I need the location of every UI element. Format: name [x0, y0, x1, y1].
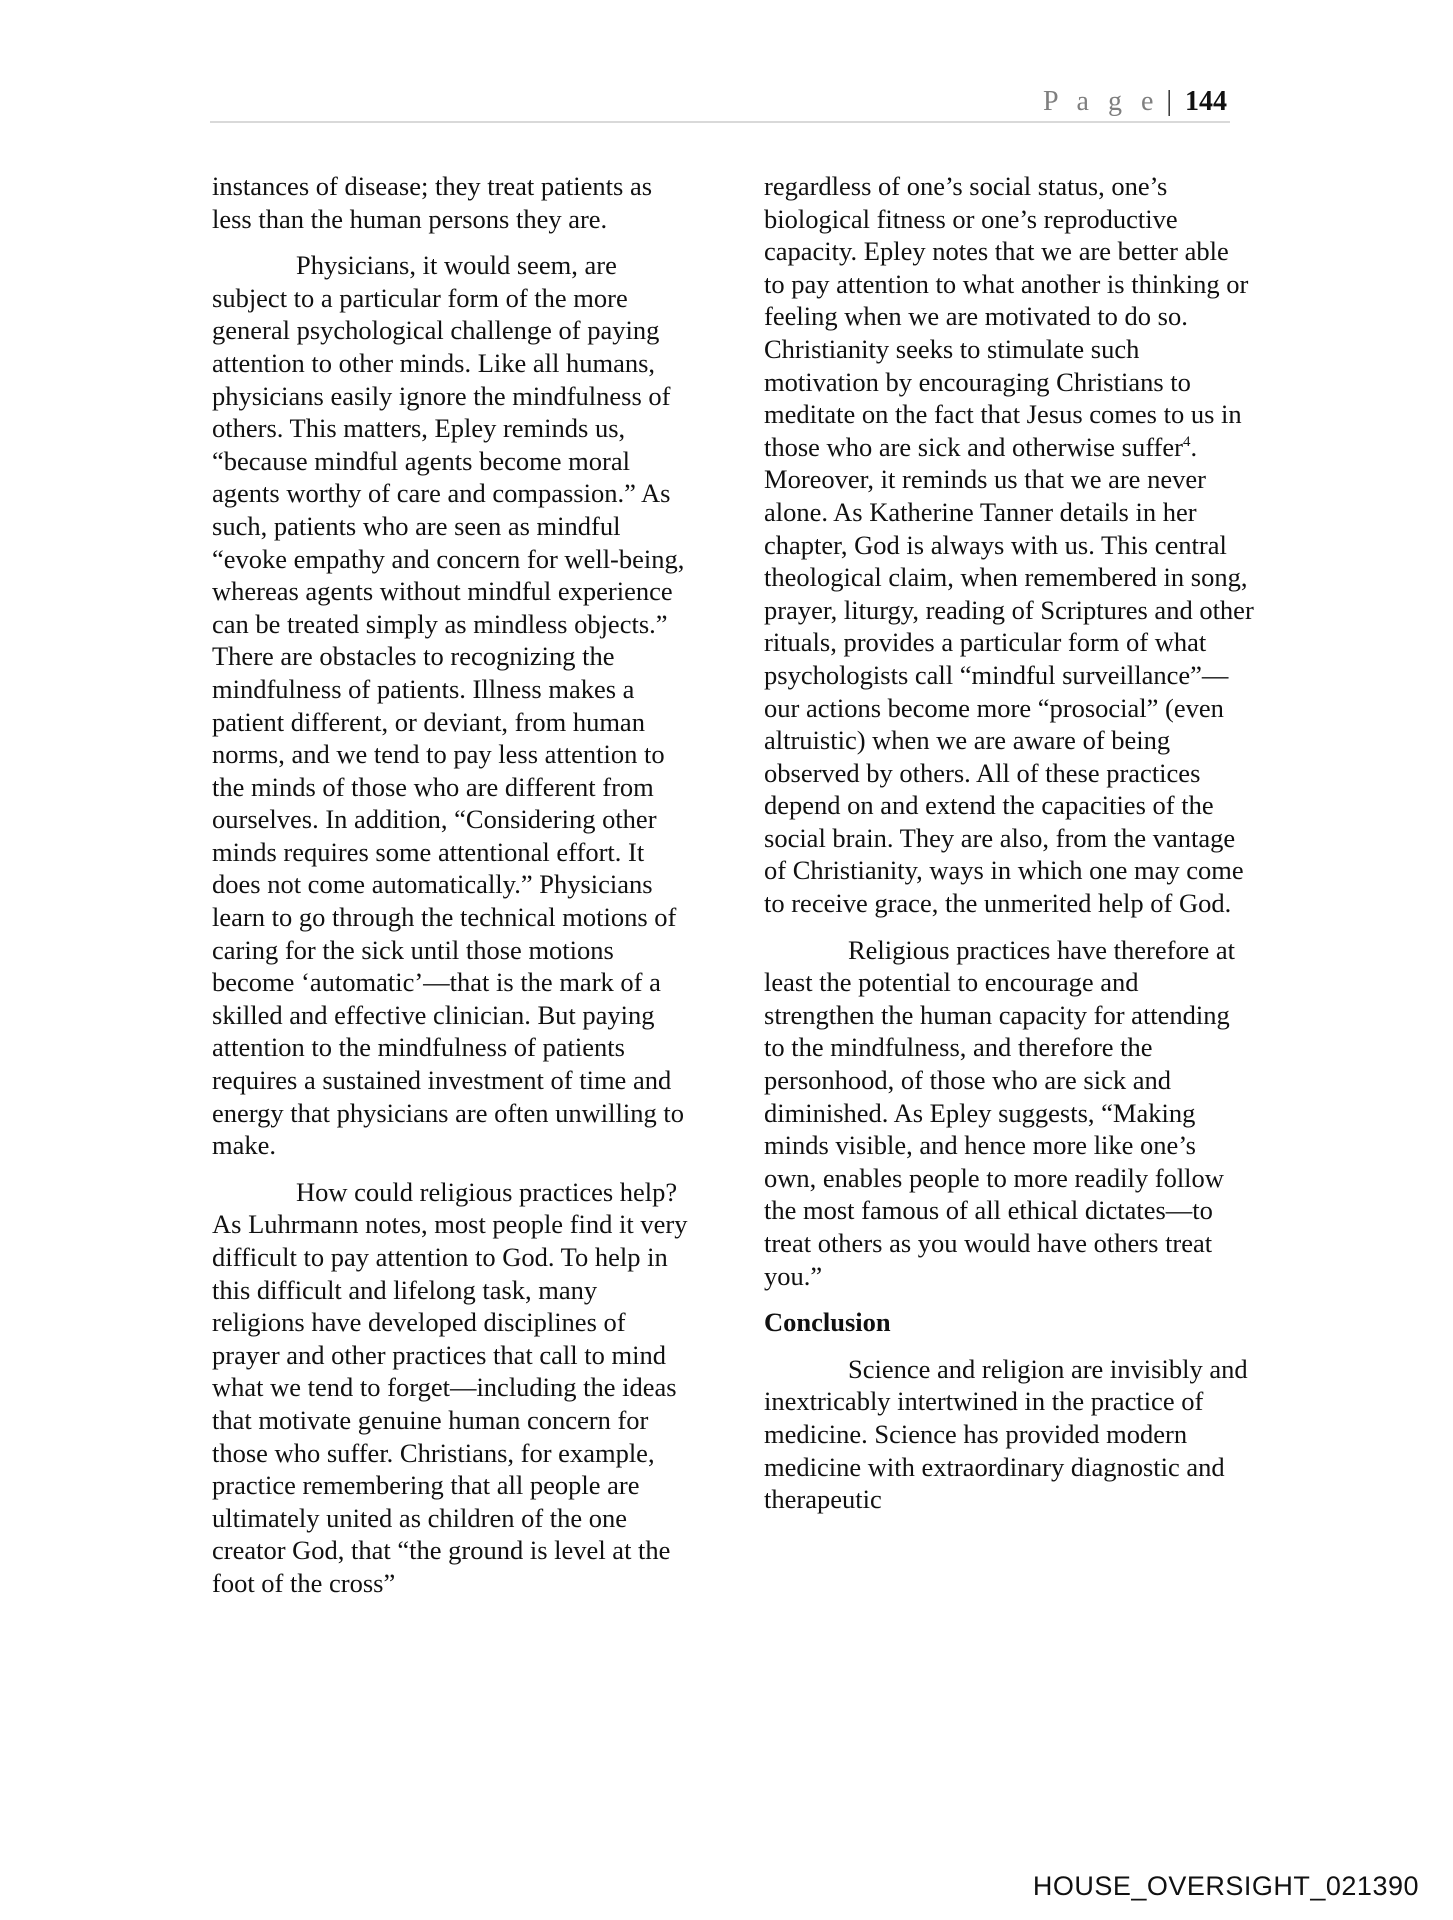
paragraph: instances of disease; they treat patients as less than the human persons they are.: [212, 171, 653, 234]
paragraph-text: regardless of one’s social status, one’s biological fitness or one’s reproductive capacity. Epley notes that we are better able to pay attention to what another is thinking or feeling when we are motivated to do so. Christianity seeks to stimulate such motivation by encouraging Christians to meditate on the fact that Jesus comes to us in those who are sick and otherwise suffer: [764, 171, 1249, 462]
page-number: 144: [1185, 86, 1227, 117]
left-column: [212, 170, 692, 1614]
header-divider: [210, 121, 1230, 123]
bates-number: HOUSE_OVERSIGHT_021390: [1032, 1871, 1419, 1901]
page-separator: |: [1166, 86, 1172, 117]
paragraph: How could religious practices help? As Luhrmann notes, most people find it very difficult to pay attention to God. To help in this difficult and lifelong task, many religions have developed disciplines of prayer and other practices that call to mind what we tend to forget—including the ideas that motivate genuine human concern for those who suffer. Christians, for example, practice remembering that all people are ultimately united as children of the one creator God, that “the ground is level at the foot of the cross”: [212, 1176, 688, 1598]
right-column: [764, 170, 1254, 1530]
page-label: P a g e: [1043, 86, 1160, 117]
section-heading: Conclusion: [764, 1307, 891, 1338]
page-header: [1043, 86, 1227, 118]
paragraph: Science and religion are invisibly and inextricably intertwined in the practice of medicine. Science has provided modern medicine with extraordinary diagnostic and therapeutic: [764, 1353, 1248, 1515]
paragraph: Religious practices have therefore at least the potential to encourage and strengthen the human capacity for attending to the mindfulness, and therefore the personhood, of those who are sick and diminished. As Epley suggests, “Making minds visible, and hence more like one’s own, enables people to more readily follow the most famous of all ethical dictates—to treat others as you would have others treat you.”: [764, 934, 1236, 1291]
paragraph-text: . Moreover, it reminds us that we are never alone. As Katherine Tanner details in her chapter, God is always with us. This central theological claim, when remembered in song, prayer, liturgy, reading of Scriptures and other rituals, provides a particular form of what psychologists call “mindful surveillance”—our actions become more “prosocial” (even altruistic) when we are aware of being observed by others. All of these practices depend on and extend the capacities of the social brain. They are also, from the vantage of Christianity, ways in which one may come to receive grace, the unmerited help of God.: [764, 431, 1254, 919]
paragraph: Physicians, it would seem, are subject to a particular form of the more general psychological challenge of paying attention to other minds. Like all humans, physicians easily ignore the mindfulness of others. This matters, Epley reminds us, “because mindful agents become moral agents worthy of care and compassion.” As such, patients who are seen as mindful “evoke empathy and concern for well-being, whereas agents without mindful experience can be treated simply as mindless objects.” There are obstacles to recognizing the mindfulness of patients. Illness makes a patient different, or deviant, from human norms, and we tend to pay less attention to the minds of those who are different from ourselves. In addition, “Considering other minds requires some attentional effort. It does not come automatically.” Physicians learn to go through the technical motions of caring for the sick until those motions become ‘automatic’—that is the mark of a skilled and effective clinician. But paying attention to the mindfulness of patients requires a sustained investment of time and energy that physicians are often unwilling to make.: [212, 250, 685, 1161]
paragraph: [764, 170, 1254, 920]
footnote-reference[interactable]: 4: [1182, 433, 1191, 450]
